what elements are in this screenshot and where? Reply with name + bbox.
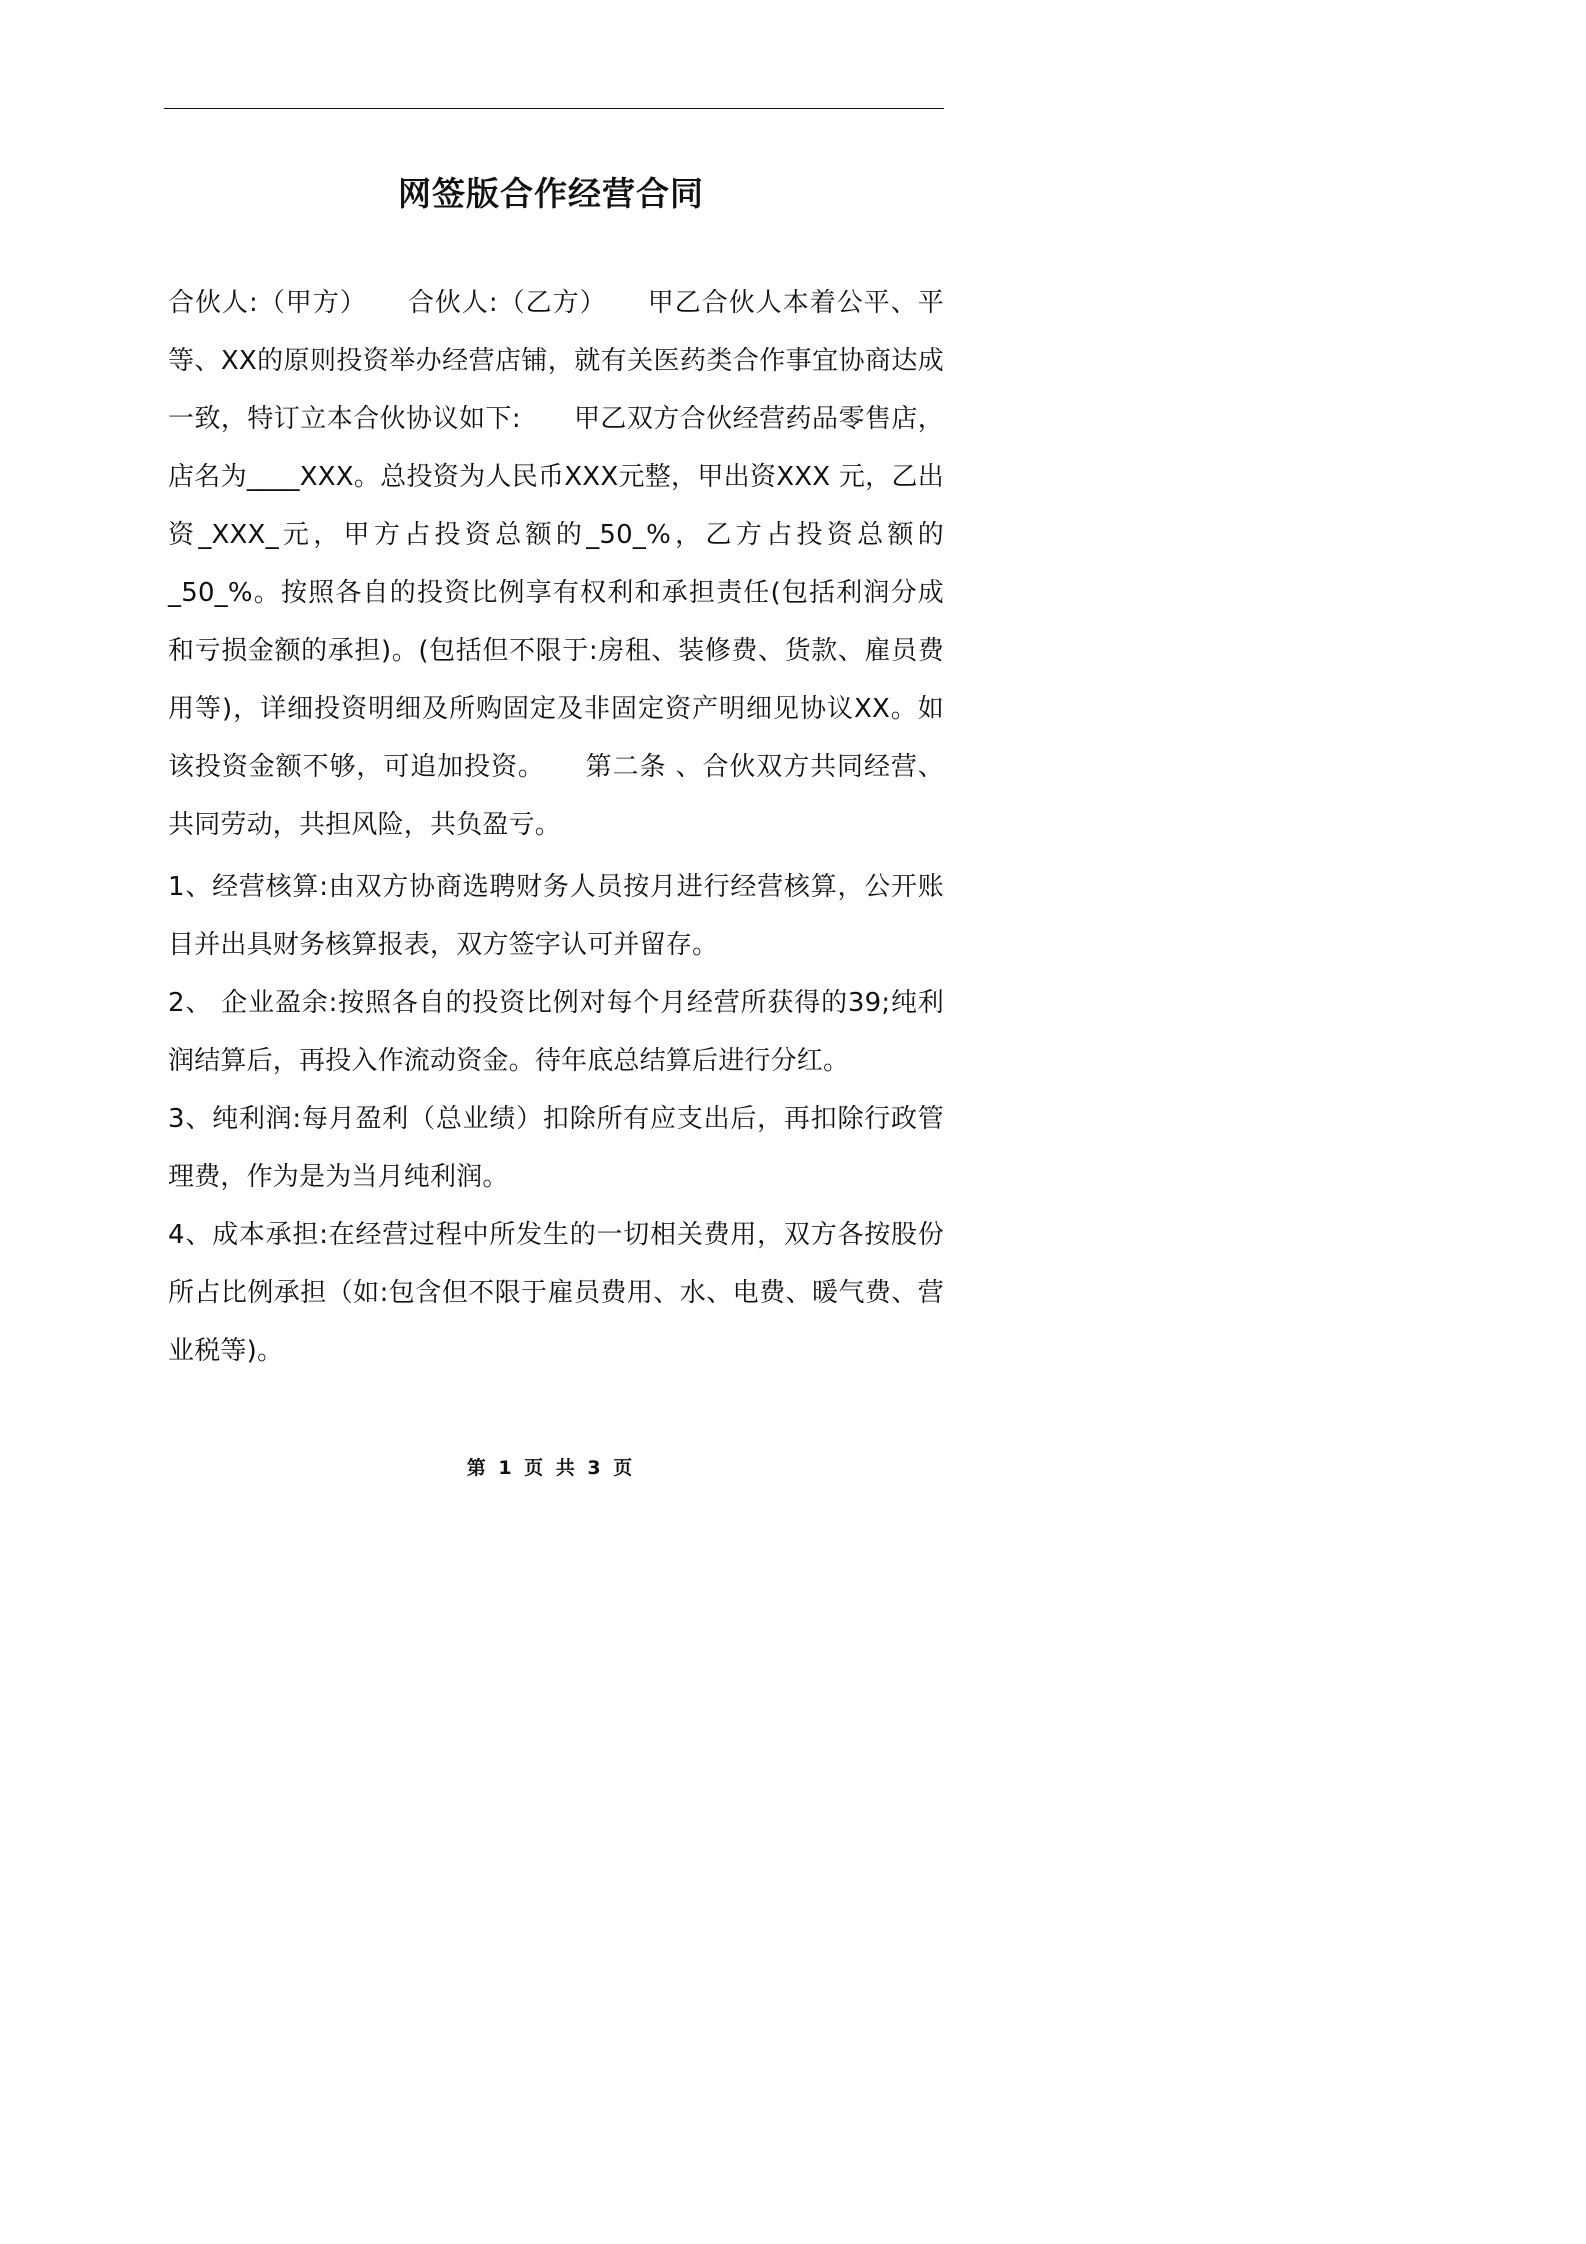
paragraph-clause-3: 3、纯利润:每月盈利（总业绩）扣除所有应支出后，再扣除行政管理费，作为是为当月纯利润。	[168, 1104, 944, 1192]
page-number: 第 1 页 共 3 页	[466, 1457, 636, 1479]
header-rule	[164, 108, 944, 109]
document-title: 网签版合作经营合同	[398, 174, 704, 214]
paragraph-clause-2: 2、 企业盈余:按照各自的投资比例对每个月经营所获得的39;纯利润结算后，再投入作流动资金。待年底总结算后进行分红。	[168, 988, 944, 1076]
paragraph-clause-4: 4、成本承担:在经营过程中所发生的一切相关费用，双方各按股份所占比例承担（如:包含但不限于雇员费用、水、电费、暖气费、营业税等)。	[168, 1220, 944, 1366]
paragraph-preamble: 合伙人:（甲方） 合伙人:（乙方） 甲乙合伙人本着公平、平等、XX的原则投资举办经营店铺，就有关医药类合作事宜协商达成一致，特订立本合伙协议如下: 甲乙双方合伙经营药品零售店，店名为____XXX。总投资为人民币XXX元整，甲出资XXX 元，乙出资_XXX_元，甲方占投资总额的_50_%，乙方占投资总额的_50_%。按照各自的投资比例享有权利和承担责任(包括利润分成和亏损金额的承担)。(包括但不限于:房租、装修费、货款、雇员费用等)，详细投资明细及所购固定及非固定资产明细见协议XX。如该投资金额不够，可追加投资。 第二条 、合伙双方共同经营、共同劳动，共担风险，共负盈亏。	[168, 288, 944, 840]
paragraph-clause-1: 1、经营核算:由双方协商选聘财务人员按月进行经营核算，公开账目并出具财务核算报表，双方签字认可并留存。	[168, 872, 944, 960]
